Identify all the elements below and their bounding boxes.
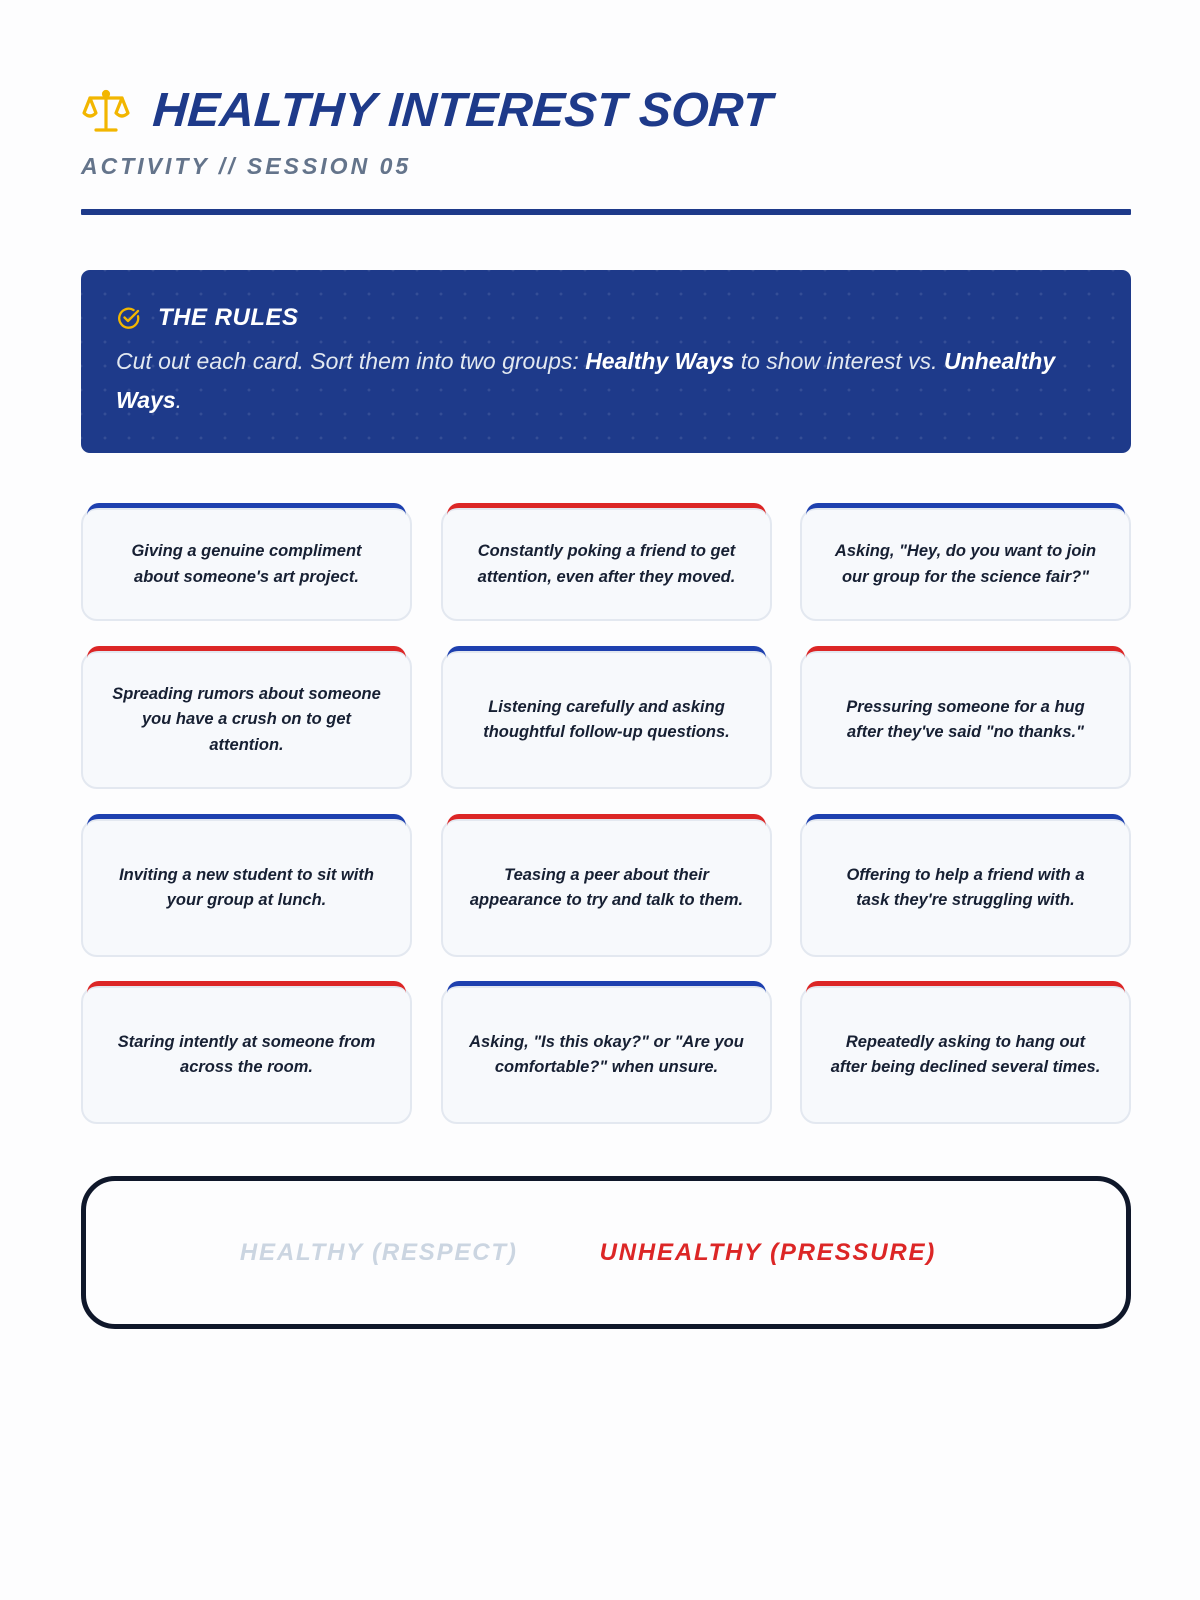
sort-card[interactable]: [441, 508, 772, 621]
card-color-strip: [87, 814, 406, 828]
healthy-category-label: HEALTHY (RESPECT): [239, 1238, 518, 1266]
unhealthy-category-label: UNHEALTHY (PRESSURE): [599, 1238, 937, 1266]
card-text: Asking, "Hey, do you want to join our group for the science fair?": [834, 542, 1097, 586]
sort-card[interactable]: [800, 651, 1131, 789]
card-text: Constantly poking a friend to get attention, even after they moved.: [477, 542, 736, 586]
card-text: Asking, "Is this okay?" or "Are you comfortable?" when unsure.: [469, 1032, 744, 1076]
sort-card[interactable]: [81, 651, 412, 789]
card-color-strip: [806, 646, 1125, 660]
rules-heading-row: [116, 302, 1095, 334]
page-subtitle: ACTIVITY // SESSION 05: [81, 153, 412, 179]
sort-card[interactable]: [441, 819, 772, 957]
rules-healthy-emphasis: Healthy Ways: [585, 348, 735, 374]
card-text: Inviting a new student to sit with your group at lunch.: [119, 865, 374, 909]
card-color-strip: [447, 503, 766, 517]
rules-text-mid: to show interest vs.: [734, 348, 944, 374]
card-color-strip: [447, 981, 766, 995]
card-text: Staring intently at someone from across the room.: [117, 1032, 376, 1076]
page-title: HEALTHY INTEREST SORT: [151, 83, 774, 137]
rules-text: [116, 342, 1076, 420]
sort-card[interactable]: [81, 508, 412, 621]
sort-card[interactable]: [441, 986, 772, 1124]
card-color-strip: [87, 981, 406, 995]
rules-panel: [81, 270, 1131, 453]
title-row: [81, 80, 1131, 140]
sort-card[interactable]: [441, 651, 772, 789]
sort-card[interactable]: [81, 819, 412, 957]
card-color-strip: [806, 981, 1125, 995]
card-text: Giving a genuine compliment about someone's art project.: [131, 542, 362, 586]
card-color-strip: [447, 646, 766, 660]
card-color-strip: [806, 814, 1125, 828]
sort-card[interactable]: [800, 508, 1131, 621]
check-circle-icon: [116, 305, 142, 331]
card-color-strip: [87, 646, 406, 660]
card-text: Pressuring someone for a hug after they've said "no thanks.": [846, 697, 1085, 741]
header-divider: [81, 209, 1131, 215]
sort-card[interactable]: [81, 986, 412, 1124]
rules-unhealthy-emphasis: Unhealthy Ways: [116, 348, 1056, 413]
page-header: [81, 80, 1131, 180]
card-text: Teasing a peer about their appearance to try and talk to them.: [469, 865, 744, 909]
sort-zone[interactable]: [81, 1176, 1131, 1329]
card-color-strip: [806, 503, 1125, 517]
card-text: Spreading rumors about someone you have a crush on to get attention.: [112, 684, 381, 754]
card-color-strip: [87, 503, 406, 517]
sort-card[interactable]: [800, 986, 1131, 1124]
rules-text-intro: Cut out each card. Sort them into two groups:: [116, 348, 586, 374]
scale-icon: [81, 86, 131, 136]
sort-card[interactable]: [800, 819, 1131, 957]
rules-text-end: .: [175, 387, 183, 413]
card-text: Repeatedly asking to hang out after being declined several times.: [830, 1032, 1101, 1076]
rules-title: THE RULES: [158, 304, 299, 331]
card-color-strip: [447, 814, 766, 828]
card-text: Offering to help a friend with a task they're struggling with.: [846, 865, 1085, 909]
card-text: Listening carefully and asking thoughtful follow-up questions.: [483, 697, 730, 741]
